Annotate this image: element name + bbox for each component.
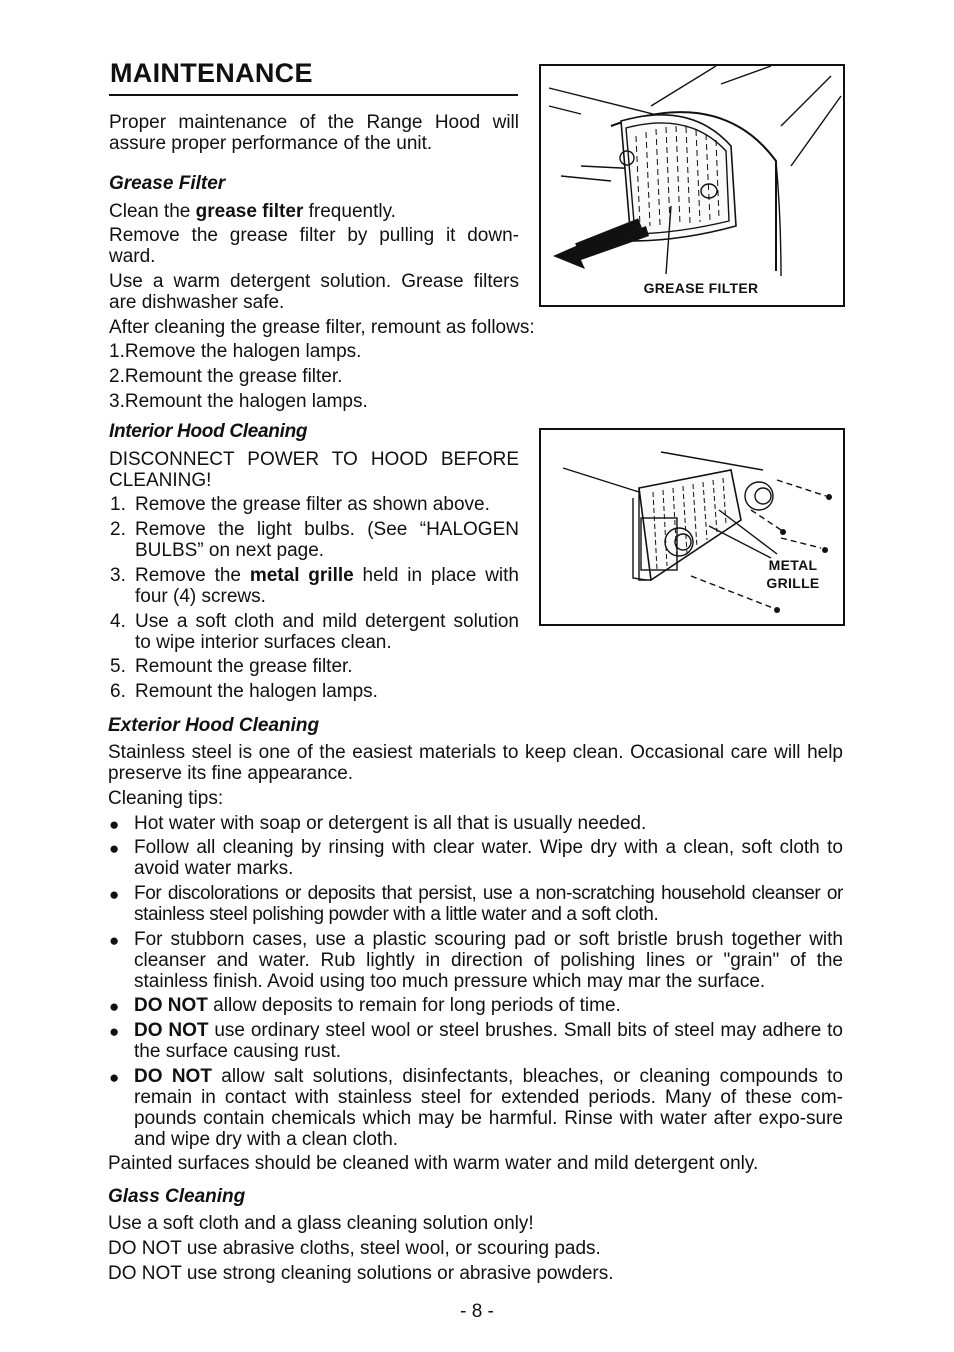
grease-line-3: Use a warm detergent solution. Grease filters are dishwasher safe. — [109, 271, 519, 313]
exterior-heading: Exterior Hood Cleaning — [108, 715, 320, 736]
interior-warning: DISCONNECT POWER TO HOOD BEFORE CLEANING! — [109, 449, 519, 491]
grease-line-2: Remove the grease filter by pulling it down-ward. — [109, 225, 519, 267]
exterior-intro: Stainless steel is one of the easiest materials to keep clean. Occasional care will help preserve its fine appearance. — [108, 742, 843, 784]
interior-step-6: 6. Remount the halogen lamps. — [110, 681, 378, 702]
interior-step-3: 3. Remove the metal grille held in place with four (4) screws. — [110, 565, 519, 607]
tip-bullet-4: ● For stubborn cases, use a plastic scouring pad or soft bristle brush together with cleanser and water. Rub lightly in direction of polishing lines or "grain" of the stainless finish. Avoid using too much pressure which may mar the surface. — [109, 929, 843, 992]
interior-step-2: 2. Remove the light bulbs. (See “HALOGEN BULBS” on next page. — [110, 519, 519, 561]
grease-step-3: 3.Remount the halogen lamps. — [109, 391, 368, 412]
intro-text: Proper maintenance of the Range Hood will assure proper performance of the unit. — [109, 112, 519, 154]
grease-filter-illustration — [541, 66, 843, 305]
title-underline — [109, 94, 518, 96]
painted-surfaces-text: Painted surfaces should be cleaned with warm water and mild detergent only. — [108, 1153, 759, 1174]
grease-step-1: 1.Remove the halogen lamps. — [109, 341, 362, 362]
tip-bullet-2: ● Follow all cleaning by rinsing with clear water. Wipe dry with a clean, soft cloth to avoid water marks. — [109, 837, 843, 879]
page-number: - 8 - — [460, 1301, 494, 1322]
page-title: MAINTENANCE — [110, 58, 313, 88]
grease-line-4: After cleaning the grease filter, remount as follows: — [109, 317, 535, 338]
grease-filter-figure — [539, 64, 845, 307]
tip-bullet-1: ● Hot water with soap or detergent is all that is usually needed. — [109, 813, 647, 834]
grease-line-1: Clean the grease filter frequently. — [109, 201, 396, 222]
interior-step-5: 5. Remount the grease filter. — [110, 656, 353, 677]
tip-bullet-5: ● DO NOT allow deposits to remain for long periods of time. — [109, 995, 621, 1016]
interior-heading: Interior Hood Cleaning — [109, 421, 308, 442]
interior-step-4: 4. Use a soft cloth and mild detergent solution to wipe interior surfaces clean. — [110, 611, 519, 653]
grease-filter-heading: Grease Filter — [109, 173, 226, 194]
metal-grille-illustration — [541, 430, 843, 624]
tip-bullet-3: ● For discolorations or deposits that persist, use a non-scratching household cleanser or stainless steel polishing powder with a little water and a soft cloth. — [109, 883, 843, 925]
cleaning-tips-label: Cleaning tips: — [108, 788, 224, 809]
metal-grille-figure — [539, 428, 845, 626]
interior-step-1: 1. Remove the grease filter as shown above. — [110, 494, 490, 515]
glass-line-2: DO NOT use abrasive cloths, steel wool, or scouring pads. — [108, 1238, 601, 1259]
metal-grille-label: METAL GRILLE — [766, 557, 820, 591]
glass-line-1: Use a soft cloth and a glass cleaning solution only! — [108, 1213, 534, 1234]
grease-filter-label: GREASE FILTER — [643, 280, 759, 296]
tip-bullet-7: ● DO NOT allow salt solutions, disinfectants, bleaches, or cleaning compounds to remain in contact with stainless steel for extended periods. Many of these com-pounds contain chemicals which may be harmful. Rinse with water after expo-sure and wipe dry with a clean cloth. — [109, 1066, 843, 1150]
tip-bullet-6: ● DO NOT use ordinary steel wool or steel brushes. Small bits of steel may adhere to the surface causing rust. — [109, 1020, 844, 1062]
grease-step-2: 2.Remount the grease filter. — [109, 366, 343, 387]
glass-heading: Glass Cleaning — [108, 1186, 246, 1207]
glass-line-3: DO NOT use strong cleaning solutions or abrasive powders. — [108, 1263, 614, 1284]
